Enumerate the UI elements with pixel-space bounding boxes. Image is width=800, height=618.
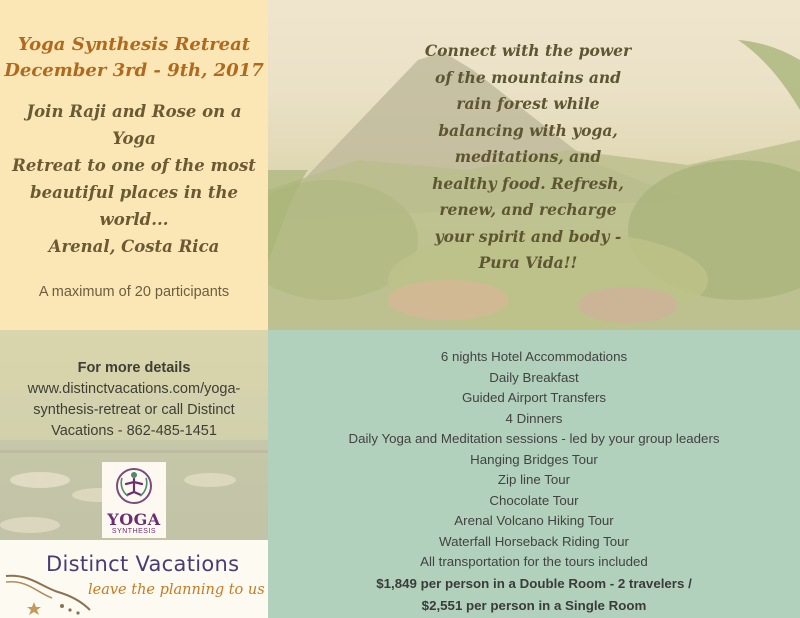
retreat-description xyxy=(408,38,648,277)
description-line: your spirit and body - xyxy=(434,226,622,246)
inclusion-item: 4 Dinners xyxy=(505,410,563,426)
yoga-synthesis-logo xyxy=(102,462,166,538)
intro-text xyxy=(0,98,268,260)
inclusion-item: Waterfall Horseback Riding Tour xyxy=(439,533,629,549)
inclusion-item: All transportation for the tours included xyxy=(420,554,648,569)
price-double-room: $1,849 per person in a Double Room - 2 travelers / xyxy=(376,575,692,591)
contact-details xyxy=(0,358,268,442)
intro-location: Arenal, Costa Rica xyxy=(48,237,220,256)
details-line: synthesis-retreat or call Distinct xyxy=(33,402,235,418)
inclusion-item: Daily Yoga and Meditation sessions - led by your group leaders xyxy=(348,431,720,446)
inclusion-item: Zip line Tour xyxy=(497,472,571,487)
agency-tagline: leave the planning to us xyxy=(88,582,265,598)
volcano-landscape-panel xyxy=(268,0,800,330)
inclusion-item: 6 nights Hotel Accommodations xyxy=(440,349,628,364)
event-name: Yoga Synthesis Retreat xyxy=(17,34,251,55)
description-line: meditations, and xyxy=(454,147,602,166)
description-line: Pura Vida!! xyxy=(478,253,578,272)
inclusion-item: Guided Airport Transfers xyxy=(461,390,607,405)
inclusion-item: Hanging Bridges Tour xyxy=(470,451,598,467)
synthesis-logo-text: SYNTHESIS xyxy=(111,528,157,535)
intro-line: beautiful places in the world... xyxy=(30,183,238,229)
description-line: renew, and recharge xyxy=(439,200,617,219)
event-dates: December 3rd - 9th, 2017 xyxy=(4,60,264,81)
inclusion-item: Daily Breakfast xyxy=(489,369,579,385)
lotus-figure-icon xyxy=(102,462,166,510)
details-heading: For more details xyxy=(77,360,191,376)
details-line: www.distinctvacations.com/yoga- xyxy=(27,381,241,397)
distinct-vacations-logo xyxy=(0,540,268,618)
max-participants: A maximum of 20 participants xyxy=(38,284,230,300)
intro-line: Retreat to one of the most xyxy=(12,156,256,175)
description-line: rain forest while xyxy=(456,94,600,113)
description-line: healthy food. Refresh, xyxy=(432,173,624,193)
description-line: of the mountains and xyxy=(435,67,621,87)
description-line: balancing with yoga, xyxy=(438,120,618,140)
description-line: Connect with the power xyxy=(424,41,632,60)
agency-name: Distinct Vacations xyxy=(46,552,240,576)
yoga-logo-text: YOGA xyxy=(107,510,161,529)
intro-line: Join Raji and Rose on a Yoga xyxy=(26,102,242,148)
inclusion-item: Chocolate Tour xyxy=(489,492,579,508)
details-line: Vacations - 862-485-1451 xyxy=(51,423,217,439)
event-info-panel xyxy=(0,0,268,330)
inclusions-panel xyxy=(268,330,800,618)
price-single-room: $2,551 per person in a Single Room xyxy=(421,597,647,613)
inclusion-item: Arenal Volcano Hiking Tour xyxy=(454,513,614,528)
